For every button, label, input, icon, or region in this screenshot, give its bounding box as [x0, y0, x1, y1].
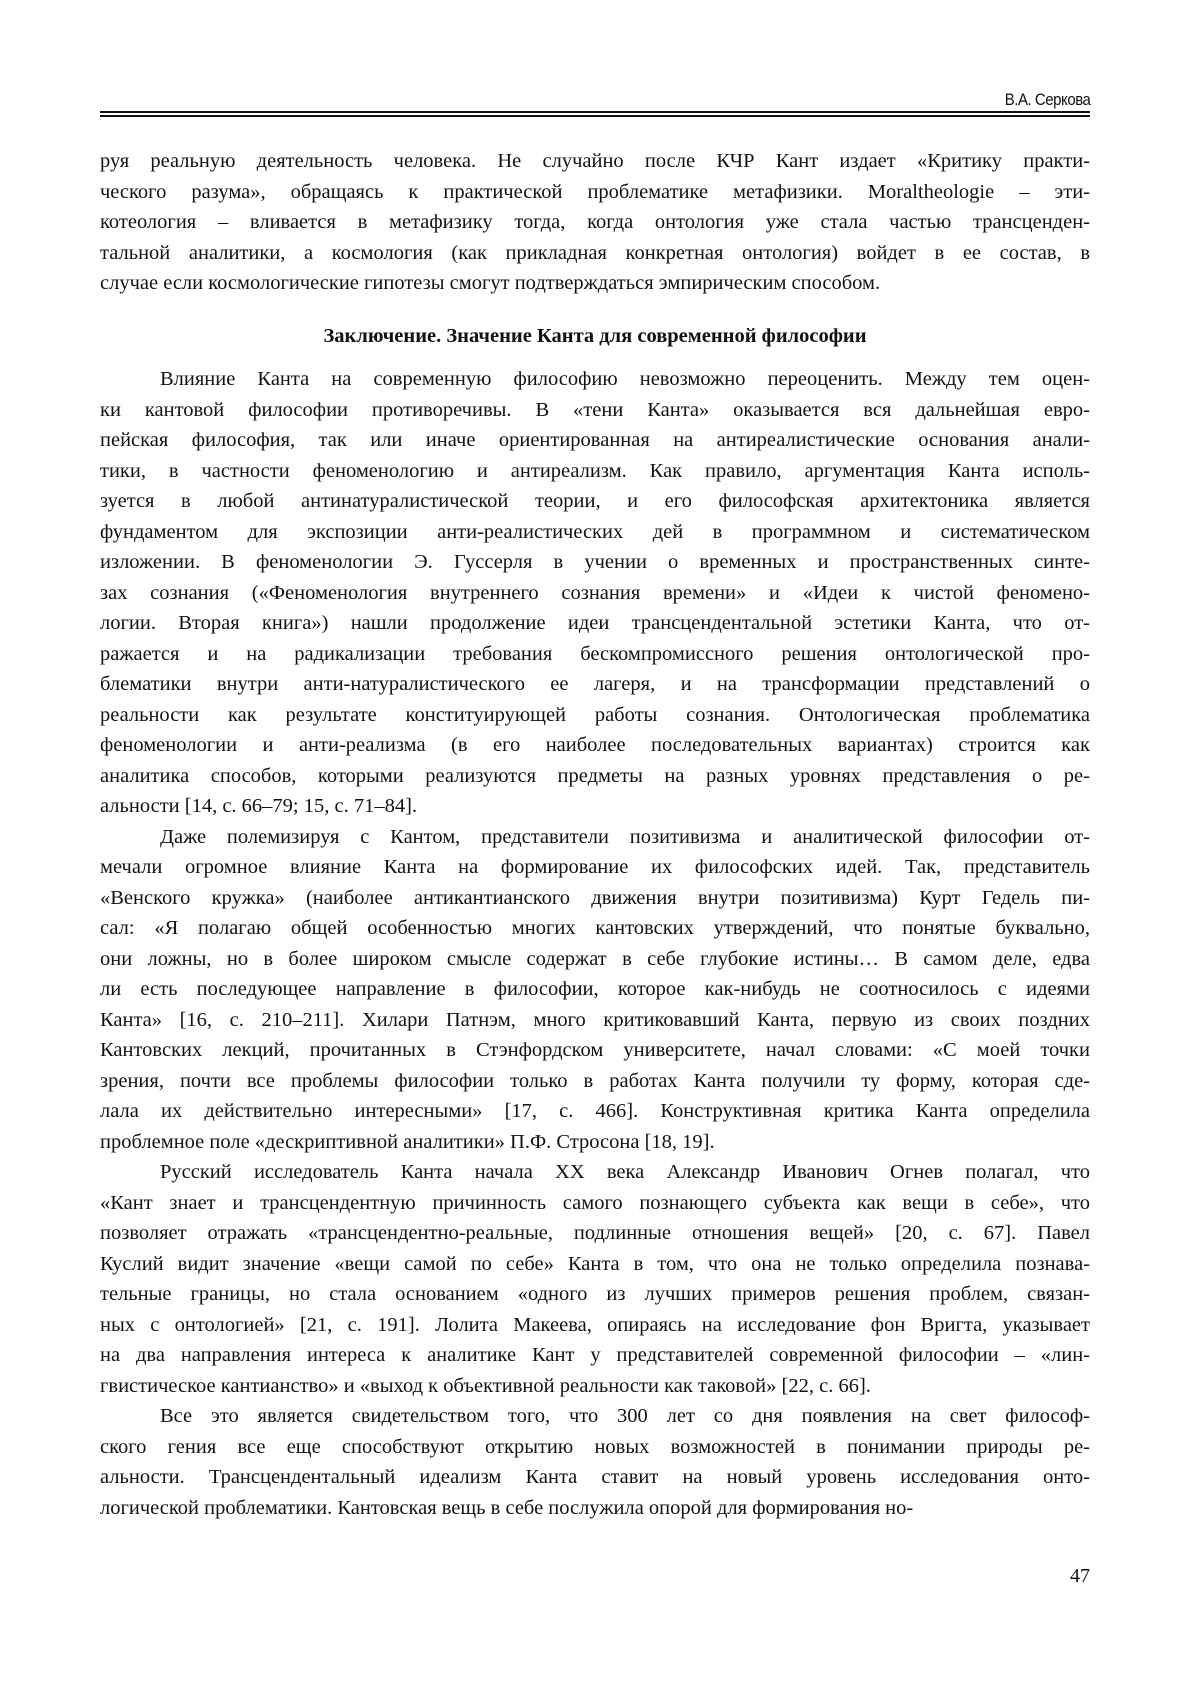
continued-paragraph [100, 146, 1090, 299]
text-line: «Кант знает и трансцендентную причинность самого познающего субъекта как вещи в себе», что [100, 1188, 1090, 1219]
text-line: зуется в любой антинатуралистической теории, и его философская архитектоника является [100, 486, 1090, 517]
text-line: логической проблематики. Кантовская вещь в себе послужила опорой для формирования но- [100, 1493, 1090, 1524]
text-line: ского гения все еще способствуют открытию новых возможностей в понимании природы ре- [100, 1432, 1090, 1463]
text-line: проблемное поле «дескриптивной аналитики» П.Ф. Стросона [18, 19]. [100, 1127, 1090, 1158]
text-line: тики, в частности феноменологию и антиреализм. Как правило, аргументация Канта исполь- [100, 456, 1090, 487]
text-line: фундаментом для экспозиции анти-реалистических дей в программном и систематическом [100, 517, 1090, 548]
section-heading: Заключение. Значение Канта для современной философии [100, 321, 1090, 351]
text-line: Канта» [16, с. 210–211]. Хилари Патнэм, много критиковавший Канта, первую из своих поздних [100, 1005, 1090, 1036]
paragraph [100, 1157, 1090, 1401]
text-line: тельные границы, но стала основанием «одного из лучших примеров решения проблем, связан- [100, 1279, 1090, 1310]
text-line: они ложны, но в более широком смысле содержат в себе глубокие истины… В самом деле, едва [100, 944, 1090, 975]
text-line: Куслий видит значение «вещи самой по себе» Канта в том, что она не только определила познава- [100, 1249, 1090, 1280]
paragraph [100, 822, 1090, 1158]
text-line: ческого разума», обращаясь к практической проблематике метафизики. Moraltheologie – эти- [100, 177, 1090, 208]
text-line: реальности как результате конституирующей работы сознания. Онтологическая проблематика [100, 700, 1090, 731]
text-line: мечали огромное влияние Канта на формирование их философских идей. Так, представитель [100, 852, 1090, 883]
text-line: логии. Вторая книга») нашли продолжение идеи трансцендентальной эстетики Канта, что от- [100, 608, 1090, 639]
text-line: блематики внутри анти-натуралистического ее лагеря, и на трансформации представлений о [100, 669, 1090, 700]
text-line: котеология – вливается в метафизику тогда, когда онтология уже стала частью трансценден- [100, 207, 1090, 238]
text-line: гвистическое кантианство» и «выход к объективной реальности как таковой» [22, с. 66]. [100, 1371, 1090, 1402]
text-line: «Венского кружка» (наиболее антикантианского движения внутри позитивизма) Курт Гедель пи- [100, 883, 1090, 914]
text-line: позволяет отражать «трансцендентно-реальные, подлинные отношения вещей» [20, с. 67]. Павел [100, 1218, 1090, 1249]
text-line: случае если космологические гипотезы смогут подтверждаться эмпирическим способом. [100, 268, 1090, 299]
text-line: Все это является свидетельством того, что 300 лет со дня появления на свет философ- [100, 1401, 1090, 1432]
paragraph [100, 1401, 1090, 1523]
text-line: руя реальную деятельность человека. Не случайно после КЧР Кант издает «Критику практи- [100, 146, 1090, 177]
main-text [100, 364, 1090, 1523]
text-line: ки кантовой философии противоречивы. В «тени Канта» оказывается вся дальнейшая евро- [100, 395, 1090, 426]
text-line: феноменологии и анти-реализма (в его наиболее последовательных вариантах) строится как [100, 730, 1090, 761]
text-line: Даже полемизируя с Кантом, представители позитивизма и аналитической философии от- [100, 822, 1090, 853]
text-line: Русский исследователь Канта начала XX века Александр Иванович Огнев полагал, что [100, 1157, 1090, 1188]
text-line: альности. Трансцендентальный идеализм Канта ставит на новый уровень исследования онто- [100, 1462, 1090, 1493]
text-line: зах сознания («Феноменология внутреннего сознания времени» и «Идеи к чистой феномено- [100, 578, 1090, 609]
rule-line [100, 111, 1090, 113]
text-line: Кантовских лекций, прочитанных в Стэнфордском университете, начал словами: «С моей точки [100, 1035, 1090, 1066]
text-line: лала их действительно интересными» [17, с. 466]. Конструктивная критика Канта определила [100, 1096, 1090, 1127]
text-line: ражается и на радикализации требования бескомпромиссного решения онтологической про- [100, 639, 1090, 670]
text-line: на два направления интереса к аналитике Кант у представителей современной философии – «лин- [100, 1340, 1090, 1371]
text-line: ных с онтологией» [21, с. 191]. Лолита Макеева, опираясь на исследование фон Вригта, указывает [100, 1310, 1090, 1341]
text-line: альности [14, с. 66–79; 15, с. 71–84]. [100, 791, 1090, 822]
text-line: ли есть последующее направление в философии, которое как-нибудь не соотносилось с идеями [100, 974, 1090, 1005]
text-line: пейская философия, так или иначе ориентированная на антиреалистические основания анали- [100, 425, 1090, 456]
header-double-rule [100, 111, 1090, 117]
text-line: изложении. В феноменологии Э. Гуссерля в учении о временных и пространственных синте- [100, 547, 1090, 578]
text-line: Влияние Канта на современную философию невозможно переоценить. Между тем оцен- [100, 364, 1090, 395]
text-line: тальной аналитики, а космология (как прикладная конкретная онтология) войдет в ее состав, в [100, 238, 1090, 269]
running-head-author: В.А. Серкова [1004, 90, 1090, 110]
rule-line [100, 115, 1090, 117]
page-number: 47 [1070, 1565, 1090, 1588]
paragraph [100, 364, 1090, 822]
text-line: зрения, почти все проблемы философии только в работах Канта получили ту форму, которая сде- [100, 1066, 1090, 1097]
text-line: аналитика способов, которыми реализуются предметы на разных уровнях представления о ре- [100, 761, 1090, 792]
text-line: сал: «Я полагаю общей особенностью многих кантовских утверждений, что понятые буквально, [100, 913, 1090, 944]
